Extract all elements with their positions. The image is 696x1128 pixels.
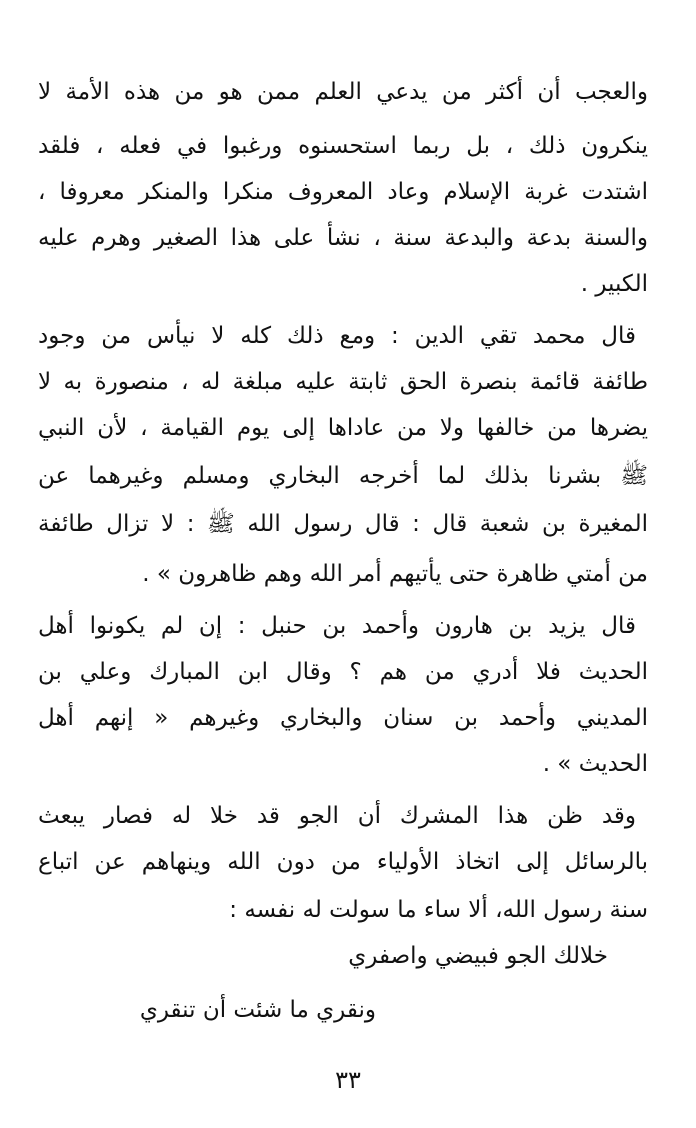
text-line: اشتدت غربة الإسلام وعاد المعروف منكرا والمنكر معروفا ، (38, 179, 648, 205)
text-line: والعجب أن أكثر من يدعي العلم ممن هو من هذه الأمة لا (38, 79, 648, 105)
text-line: ينكرون ذلك ، بل ربما استحسنوه ورغبوا في فعله ، فلقد (38, 133, 648, 159)
text-line: والسنة بدعة والبدعة سنة ، نشأ على هذا الصغير وهرم عليه (38, 225, 648, 251)
text-line: المديني وأحمد بن سنان والبخاري وغيرهم « إنهم أهل (38, 705, 648, 731)
text-line: الحديث فلا أدري من هم ؟ وقال ابن المبارك وعلي بن (38, 659, 648, 685)
text-line: ﷺ بشرنا بذلك لما أخرجه البخاري ومسلم وغيرهما عن (38, 463, 648, 489)
text-line: من أمتي ظاهرة حتى يأتيهم أمر الله وهم ظاهرون » . (142, 561, 648, 587)
text-line: الحديث » . (542, 751, 648, 777)
verse-line: خلالك الجو فبيضي واصفري (348, 943, 608, 969)
text-line: قال محمد تقي الدين : ومع ذلك كله لا نيأس من وجود (38, 323, 636, 349)
text-line: طائفة قائمة بنصرة الحق ثابتة عليه مبلغة له ، منصورة به لا (38, 369, 648, 395)
text-line: المغيرة بن شعبة قال : قال رسول الله ﷺ : لا تزال طائفة (38, 511, 648, 537)
text-line: يضرها من خالفها ولا من عاداها إلى يوم القيامة ، لأن النبي (38, 415, 648, 441)
text-line: قال يزيد بن هارون وأحمد بن حنبل : إن لم يكونوا أهل (38, 613, 636, 639)
text-line: الكبير . (580, 271, 648, 297)
text-line: سنة رسول الله، ألا ساء ما سولت له نفسه : (229, 897, 648, 923)
verse-line: ونقري ما شئت أن تنقري (139, 997, 376, 1023)
text-line: وقد ظن هذا المشرك أن الجو قد خلا له فصار يبعث (38, 803, 636, 829)
text-line: بالرسائل إلى اتخاذ الأولياء من دون الله وينهاهم عن اتباع (38, 849, 648, 875)
page-number: ٣٣ (335, 1066, 361, 1094)
